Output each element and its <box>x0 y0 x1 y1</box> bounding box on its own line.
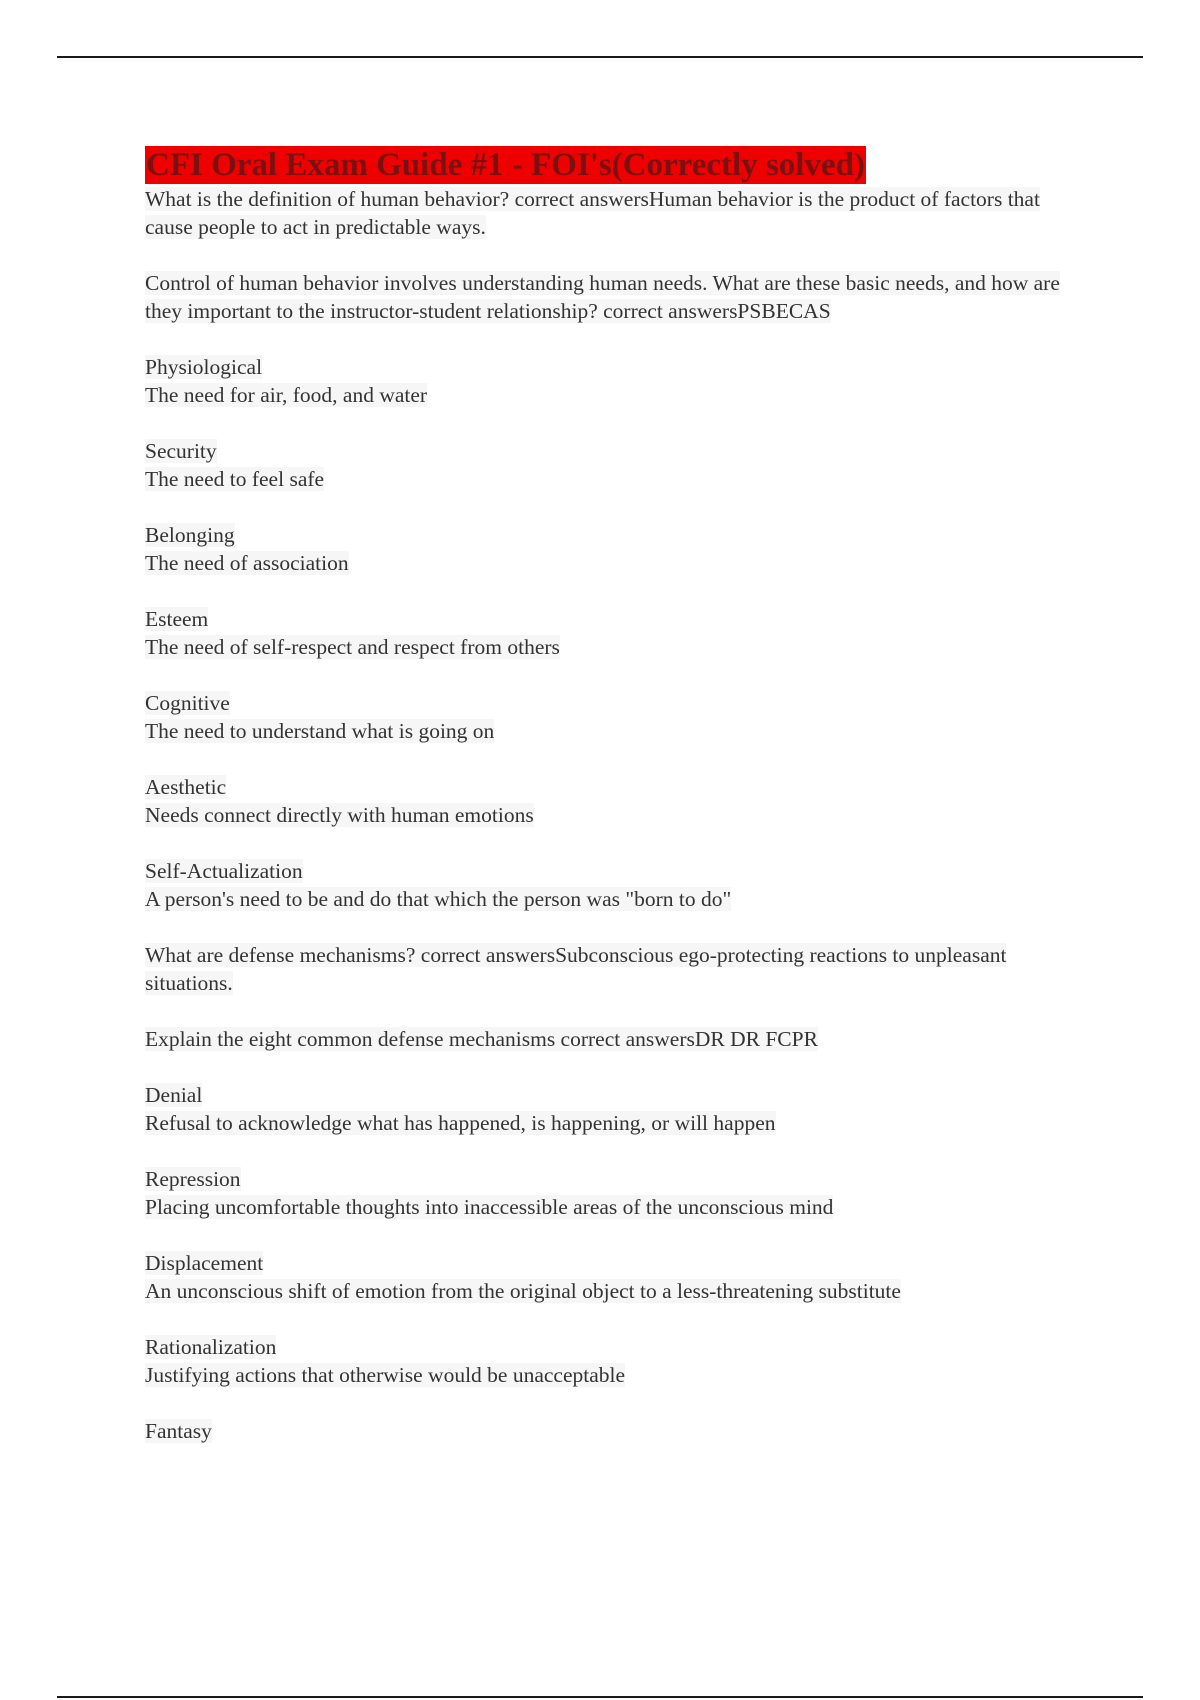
document-title: CFI Oral Exam Guide #1 - FOI's(Correctly solved) <box>146 147 865 183</box>
need-item <box>145 353 1075 409</box>
defense-item <box>145 1165 1075 1221</box>
need-item <box>145 437 1075 493</box>
need-definition: The need for air, food, and water <box>145 383 428 407</box>
defense-item <box>145 1417 1075 1445</box>
qa-text: Explain the eight common defense mechanisms correct answersDR DR FCPR <box>145 1027 818 1051</box>
need-term: Esteem <box>145 607 209 631</box>
qa-text: What is the definition of human behavior? correct answersHuman behavior is the product of factors that cause people to act in predictable ways. <box>145 187 1040 239</box>
need-term: Self-Actualization <box>145 859 303 883</box>
qa-text: Control of human behavior involves understanding human needs. What are these basic needs, and how are they important to the instructor-student relationship? correct answersPSBECAS <box>145 271 1060 323</box>
need-term: Cognitive <box>145 691 230 715</box>
need-item <box>145 773 1075 829</box>
defense-definition: Refusal to acknowledge what has happened, is happening, or will happen <box>145 1111 776 1135</box>
defense-term: Denial <box>145 1083 203 1107</box>
need-item <box>145 521 1075 577</box>
qa-paragraph <box>145 941 1075 997</box>
need-definition: Needs connect directly with human emotions <box>145 803 534 827</box>
qa-paragraph <box>145 1025 1075 1053</box>
need-term: Belonging <box>145 523 235 547</box>
qa-paragraph <box>145 185 1075 241</box>
defense-item <box>145 1333 1075 1389</box>
need-definition: The need of self-respect and respect from others <box>145 635 560 659</box>
defense-item <box>145 1249 1075 1305</box>
bottom-rule <box>57 1696 1143 1698</box>
defense-term: Rationalization <box>145 1335 277 1359</box>
need-definition: The need of association <box>145 551 349 575</box>
need-definition: The need to feel safe <box>145 467 325 491</box>
top-rule <box>57 56 1143 58</box>
need-definition: A person's need to be and do that which the person was "born to do" <box>145 887 732 911</box>
defense-term: Repression <box>145 1167 241 1191</box>
defense-definition: Justifying actions that otherwise would be unacceptable <box>145 1363 626 1387</box>
qa-text: What are defense mechanisms? correct answersSubconscious ego-protecting reactions to unpleasant situations. <box>145 943 1007 995</box>
defense-definition: Placing uncomfortable thoughts into inaccessible areas of the unconscious mind <box>145 1195 834 1219</box>
defense-term: Fantasy <box>145 1419 212 1443</box>
need-term: Aesthetic <box>145 775 227 799</box>
defense-definition: An unconscious shift of emotion from the original object to a less-threatening substitute <box>145 1279 901 1303</box>
need-definition: The need to understand what is going on <box>145 719 495 743</box>
need-term: Security <box>145 439 217 463</box>
need-item <box>145 605 1075 661</box>
need-item <box>145 857 1075 913</box>
defense-item <box>145 1081 1075 1137</box>
defense-term: Displacement <box>145 1251 264 1275</box>
need-term: Physiological <box>145 355 263 379</box>
qa-paragraph <box>145 269 1075 325</box>
page-content <box>145 146 1075 1473</box>
need-item <box>145 689 1075 745</box>
